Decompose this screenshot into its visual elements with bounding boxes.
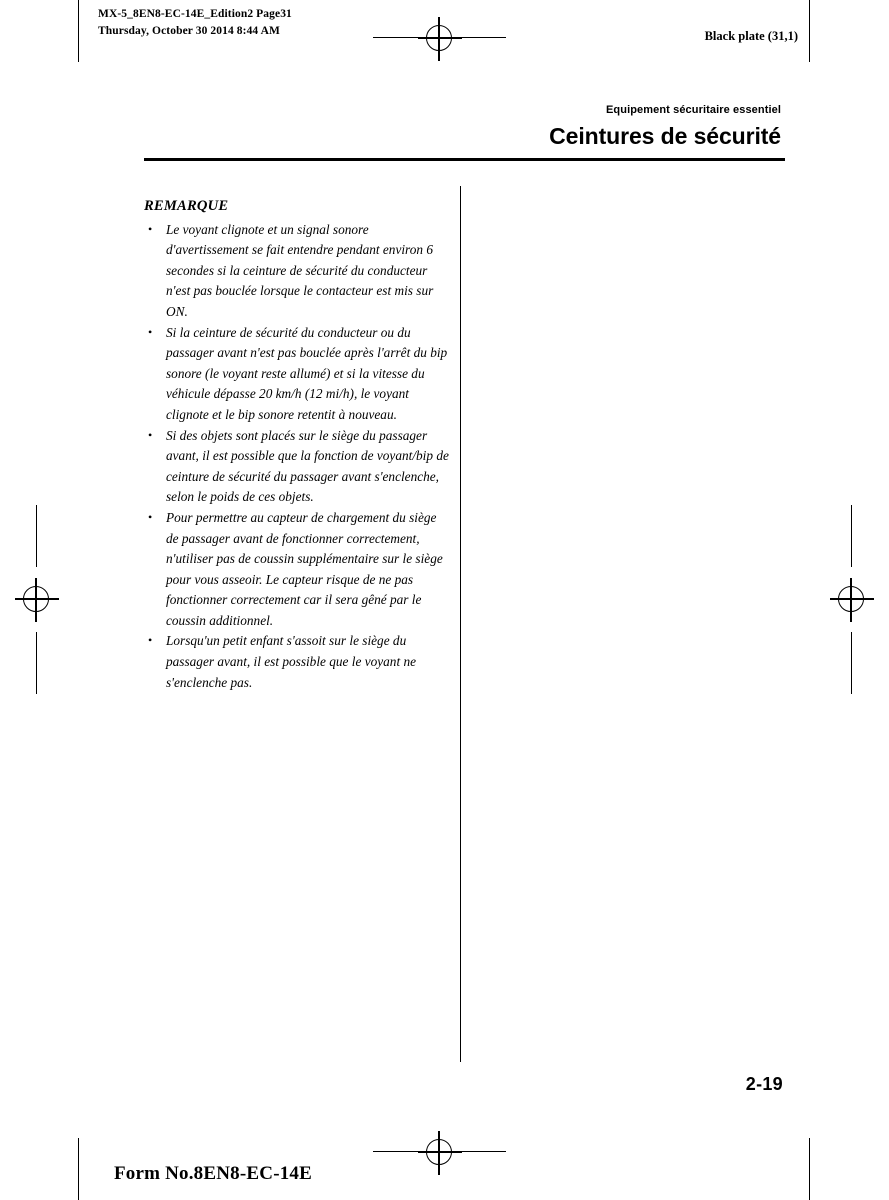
list-item: • Si la ceinture de sécurité du conducteur ou du passager avant n'est pas bouclée après l'arrêt du bip sonore (le voyant reste allumé) et si la vitesse du véhicule dépasse 20 km/h (12 mi/h), le voyant clignote et le bip sonore retentit à nouveau. — [144, 323, 449, 426]
header-plate-label: Black plate (31,1) — [704, 29, 798, 43]
crop-mark-top-center-right — [458, 37, 506, 38]
section-eyebrow: Equipement sécuritaire essentiel — [606, 104, 781, 116]
list-item: • Pour permettre au capteur de chargement du siège de passager avant de fonctionner correctement, n'utiliser pas de coussin supplémentaire sur le siège pour vous asseoir. Le capteur risque de ne pas fonctionner correctement car il sera gêné par le coussin additionnel. — [144, 508, 449, 632]
crop-mark-right-lower — [851, 632, 852, 694]
remarque-note — [144, 196, 449, 693]
list-item: • Si des objets sont placés sur le siège du passager avant, il est possible que la fonction de voyant/bip de ceinture de sécurité du passager avant s'enclenche, selon le poids de ces objets. — [144, 426, 449, 508]
registration-mark-bottom — [426, 1139, 452, 1165]
crop-mark-left-upper — [36, 505, 37, 567]
header-job-info — [98, 6, 292, 40]
page-number: 2-19 — [745, 1074, 783, 1094]
note-heading: REMARQUE — [144, 198, 229, 214]
column-divider — [460, 186, 461, 1062]
crop-mark-top-center-left — [373, 37, 421, 38]
list-item: • Le voyant clignote et un signal sonore d'avertissement se fait entendre pendant environ 6 secondes si la ceinture de sécurité du conducteur n'est pas bouclée lorsque le contacteur est mis sur ON. — [144, 220, 449, 323]
form-number: Form No.8EN8-EC-14E — [114, 1163, 313, 1184]
list-item: • Lorsqu'un petit enfant s'assoit sur le siège du passager avant, il est possible que le voyant ne s'enclenche pas. — [144, 631, 449, 693]
crop-mark-bottom-center-right — [458, 1151, 506, 1152]
crop-mark-right-upper — [851, 505, 852, 567]
title-divider — [144, 158, 785, 161]
crop-mark-top-right — [809, 0, 810, 62]
header-date-line: Thursday, October 30 2014 8:44 AM — [98, 25, 280, 37]
registration-mark-right — [838, 586, 864, 612]
chapter-heading — [549, 104, 781, 150]
header-file-line: MX-5_8EN8-EC-14E_Edition2 Page31 — [98, 8, 292, 20]
crop-mark-bottom-right — [809, 1138, 810, 1200]
registration-mark-top — [426, 25, 452, 51]
crop-mark-bottom-center-left — [373, 1151, 421, 1152]
page-title: Ceintures de sécurité — [549, 123, 781, 149]
crop-mark-top-left — [78, 0, 79, 62]
crop-mark-bottom-left — [78, 1138, 79, 1200]
crop-mark-left-lower — [36, 632, 37, 694]
note-list — [144, 220, 449, 694]
registration-mark-left — [23, 586, 49, 612]
